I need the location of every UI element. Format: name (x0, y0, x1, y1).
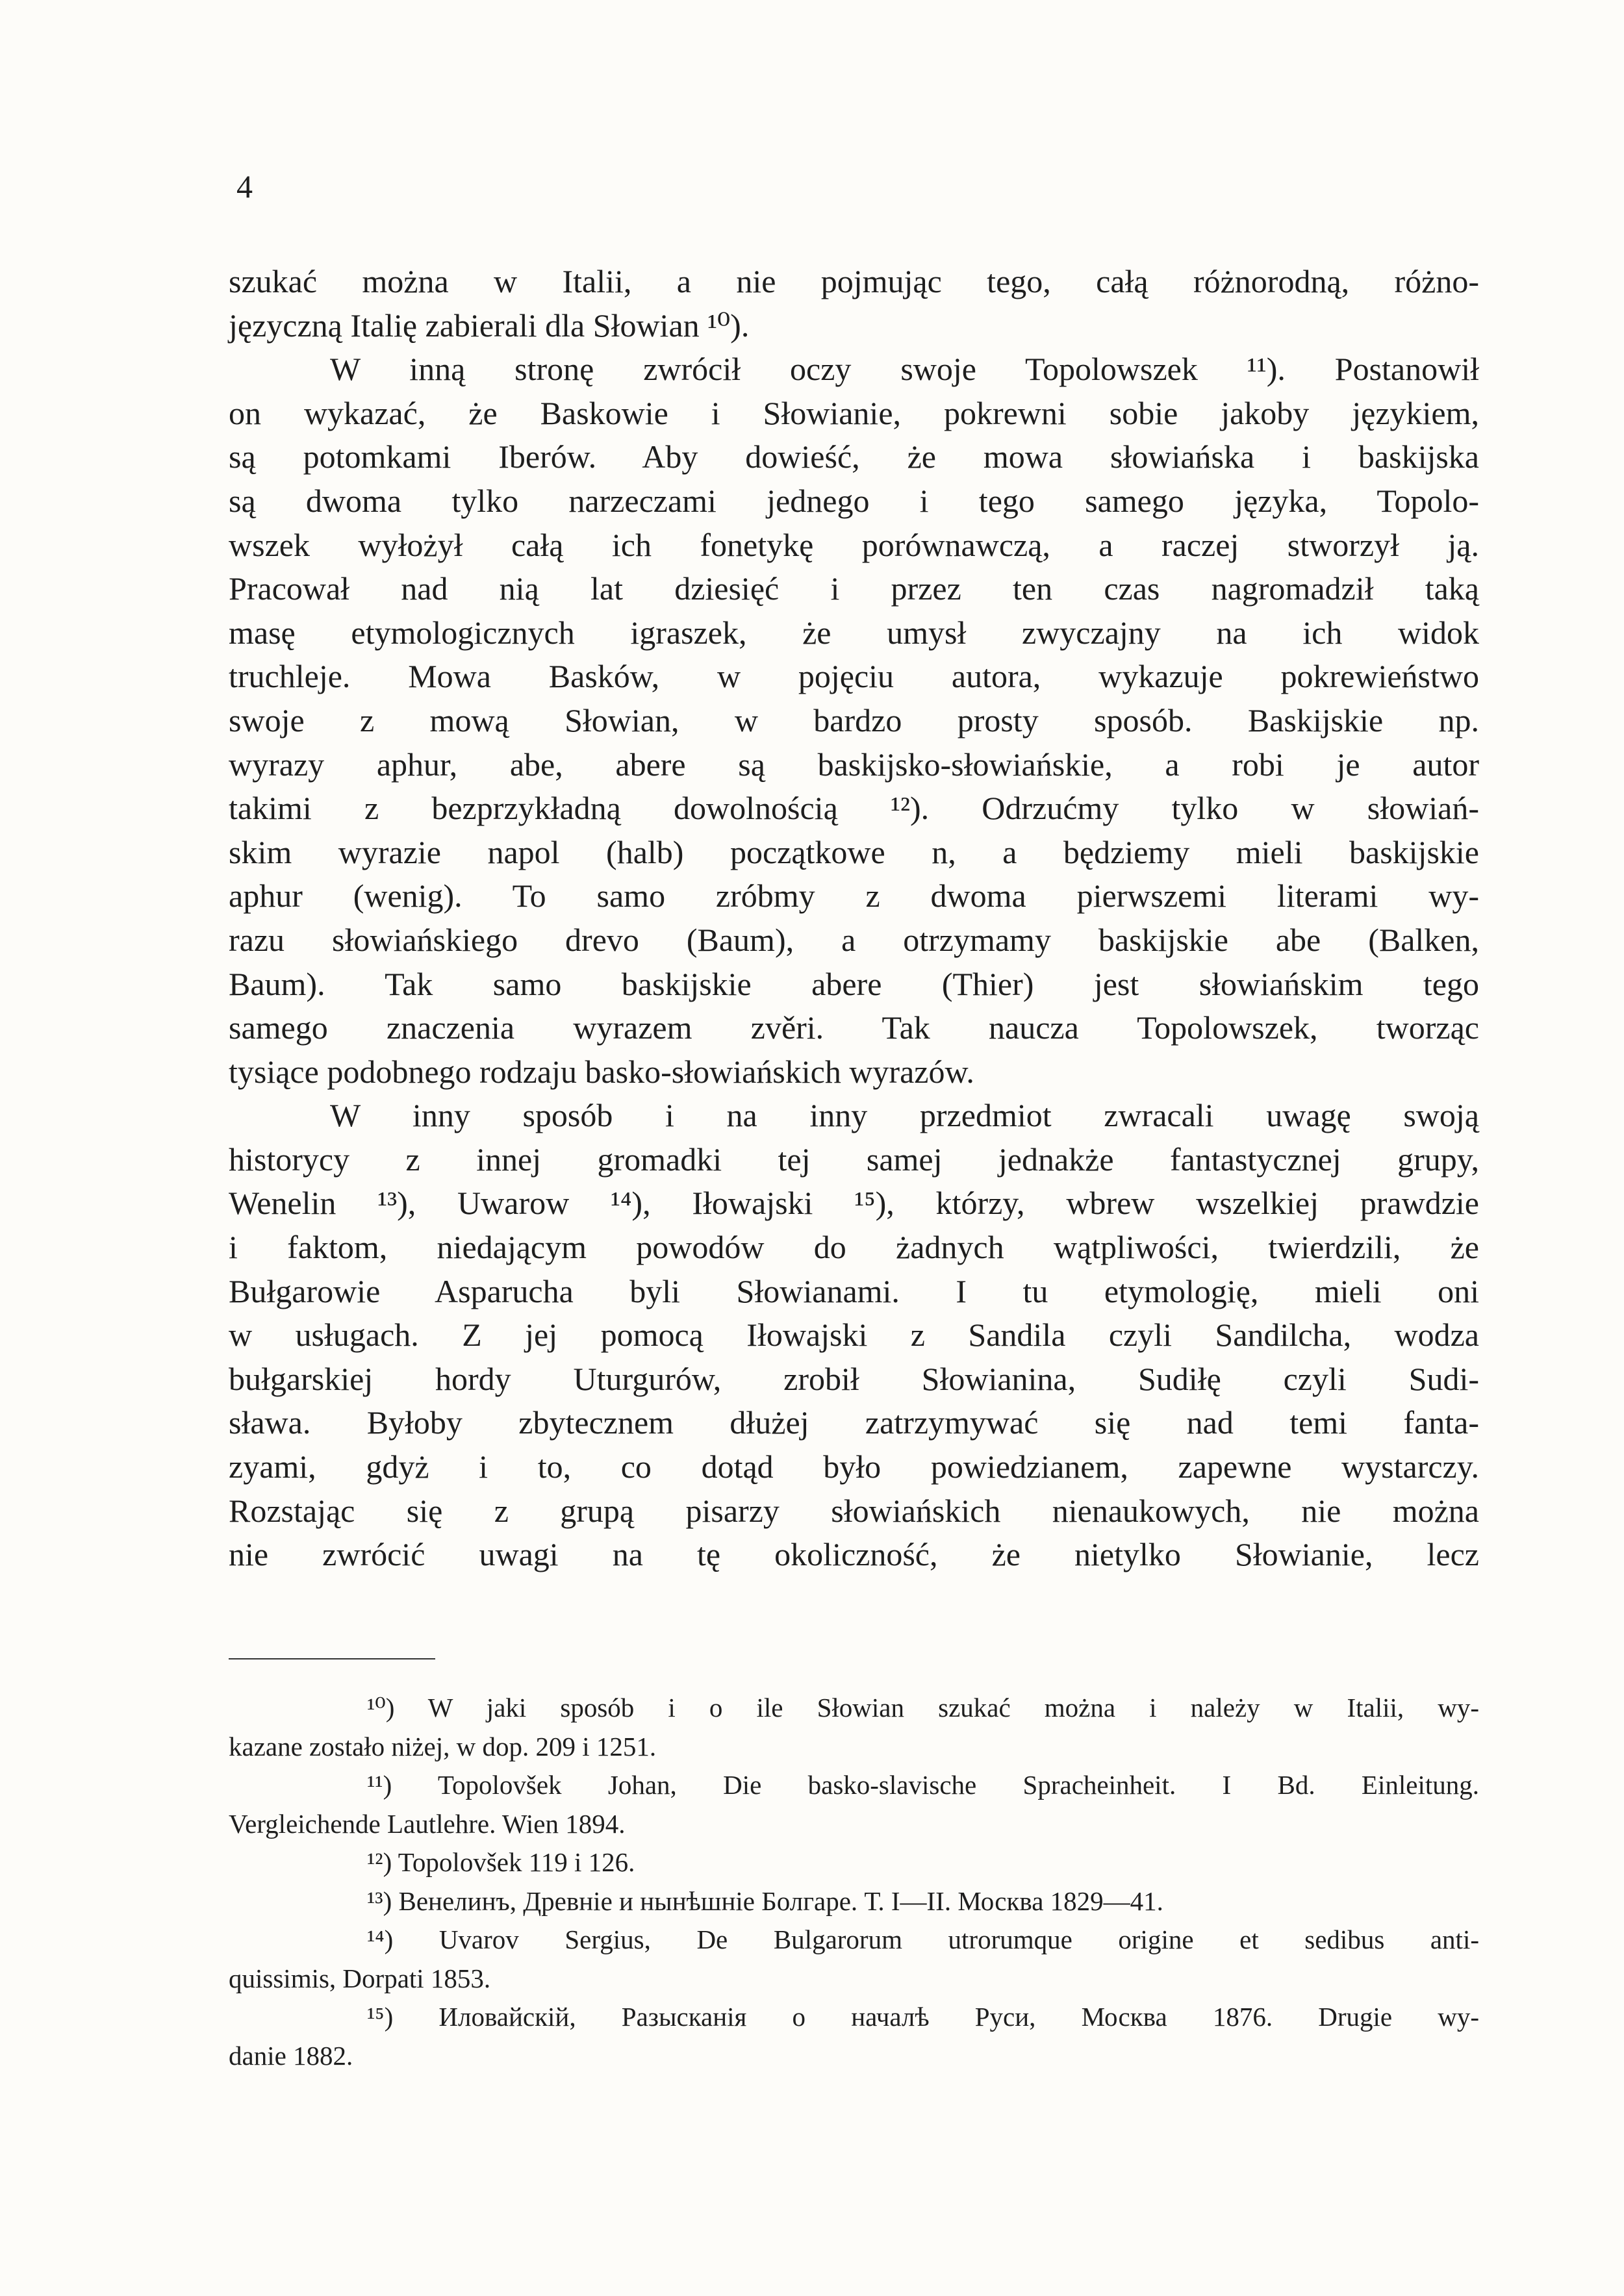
body-line: W inny sposób i na inny przedmiot zwracali uwagę swoją (330, 1097, 1479, 1134)
body-line: Rozstając się z grupą pisarzy słowiańskich nienaukowych, nie można (229, 1492, 1479, 1529)
main-text (229, 260, 1479, 1577)
footnote-line: ¹²) Topolovšek 119 i 126. (367, 1847, 635, 1877)
footnote-line: Vergleichende Lautlehre. Wien 1894. (229, 1808, 626, 1839)
body-line: swoje z mową Słowian, w bardzo prosty sposób. Baskijskie np. (229, 701, 1479, 738)
body-line: są dwoma tylko narzeczami jednego i tego samego języka, Topolo- (229, 482, 1479, 519)
body-line: w usługach. Z jej pomocą Iłowajski z Sandila czyli Sandilcha, wodza (229, 1317, 1479, 1354)
body-line: aphur (wenig). To samo zróbmy z dwoma pierwszemi literami wy- (229, 877, 1479, 915)
body-line: sława. Byłoby zbytecznem dłużej zatrzymywać się nad temi fanta- (229, 1404, 1479, 1441)
body-line: szukać można w Italii, a nie pojmując tego, całą różnorodną, różno- (229, 263, 1479, 299)
footnote-line: ¹⁴) Uvarov Sergius, De Bulgarorum utrorumque origine et sedibus anti- (367, 1924, 1479, 1954)
body-line: Wenelin ¹³), Uwarow ¹⁴), Iłowajski ¹⁵), którzy, wbrew wszelkiej prawdzie (229, 1185, 1479, 1222)
footnote-line: kazane zostało niżej, w dop. 209 i 1251. (229, 1731, 657, 1761)
body-line: razu słowiańskiego drevo (Baum), a otrzymamy baskijskie abe (Balken, (229, 921, 1479, 958)
body-line: wszek wyłożył całą ich fonetykę porównawczą, a raczej stworzył ją. (229, 526, 1479, 563)
body-line: takimi z bezprzykładną dowolnością ¹²). Odrzućmy tylko w słowiań- (229, 790, 1479, 827)
body-line: W inną stronę zwrócił oczy swoje Topolowszek ¹¹). Postanowił (330, 351, 1479, 388)
footnote-divider (229, 1658, 435, 1659)
footnote-line: ¹¹) Topolovšek Johan, Die basko-slavische Spracheinheit. I Bd. Einleitung. (367, 1770, 1479, 1800)
footnote-line: quissimis, Dorpati 1853. (229, 1963, 491, 1993)
footnotes (229, 1689, 1479, 2075)
body-line: masę etymologicznych igraszek, że umysł zwyczajny na ich widok (229, 614, 1479, 651)
body-line: języczną Italię zabierali dla Słowian ¹⁰). (229, 307, 750, 344)
footnote-line: ¹⁰) W jaki sposób i o ile Słowian szukać można i należy w Italii, wy- (367, 1693, 1479, 1722)
body-line: bułgarskiej hordy Uturgurów, zrobił Słowianina, Sudiłę czyli Sudi- (229, 1360, 1479, 1397)
body-line: Baum). Tak samo baskijskie abere (Thier) jest słowiańskim tego (229, 965, 1479, 1002)
body-line: samego znaczenia wyrazem zvěri. Tak naucza Topolowszek, tworząc (229, 1009, 1479, 1046)
body-line: Bułgarowie Asparucha byli Słowianami. I tu etymologię, mieli oni (229, 1272, 1479, 1309)
footnote-line: ¹³) Венелинъ, Древніе и нынѣшніе Болгаре. Т. I—II. Москва 1829—41. (367, 1886, 1163, 1916)
footnote-line: danie 1882. (229, 2040, 353, 2071)
body-line: skim wyrazie napol (halb) początkowe n, a będziemy mieli baskijskie (229, 833, 1479, 870)
body-line: nie zwrócić uwagi na tę okoliczność, że nietylko Słowianie, lecz (229, 1536, 1479, 1573)
body-line: Pracował nad nią lat dziesięć i przez ten czas nagromadził taką (229, 570, 1479, 607)
body-line: truchleje. Mowa Basków, w pojęciu autora, wykazuje pokrewieństwo (229, 658, 1479, 695)
body-line: on wykazać, że Baskowie i Słowianie, pokrewni sobie jakoby językiem, (229, 394, 1479, 431)
page-number: 4 (236, 168, 253, 205)
body-line: wyrazy aphur, abe, abere są baskijsko-słowiańskie, a robi je autor (229, 746, 1479, 783)
body-line: zyami, gdyż i to, co dotąd było powiedzianem, zapewne wystarczy. (229, 1448, 1479, 1485)
footnote-line: ¹⁵) Иловайскій, Разысканія о началѣ Руси, Москва 1876. Drugie wy- (367, 2002, 1479, 2032)
body-line: historycy z innej gromadki tej samej jednakże fantastycznej grupy, (229, 1141, 1479, 1178)
body-line: tysiące podobnego rodzaju basko-słowiańskich wyrazów. (229, 1053, 974, 1090)
body-line: i faktom, niedającym powodów do żadnych wątpliwości, twierdzili, że (229, 1229, 1479, 1266)
body-line: są potomkami Iberów. Aby dowieść, że mowa słowiańska i baskijska (229, 438, 1479, 475)
